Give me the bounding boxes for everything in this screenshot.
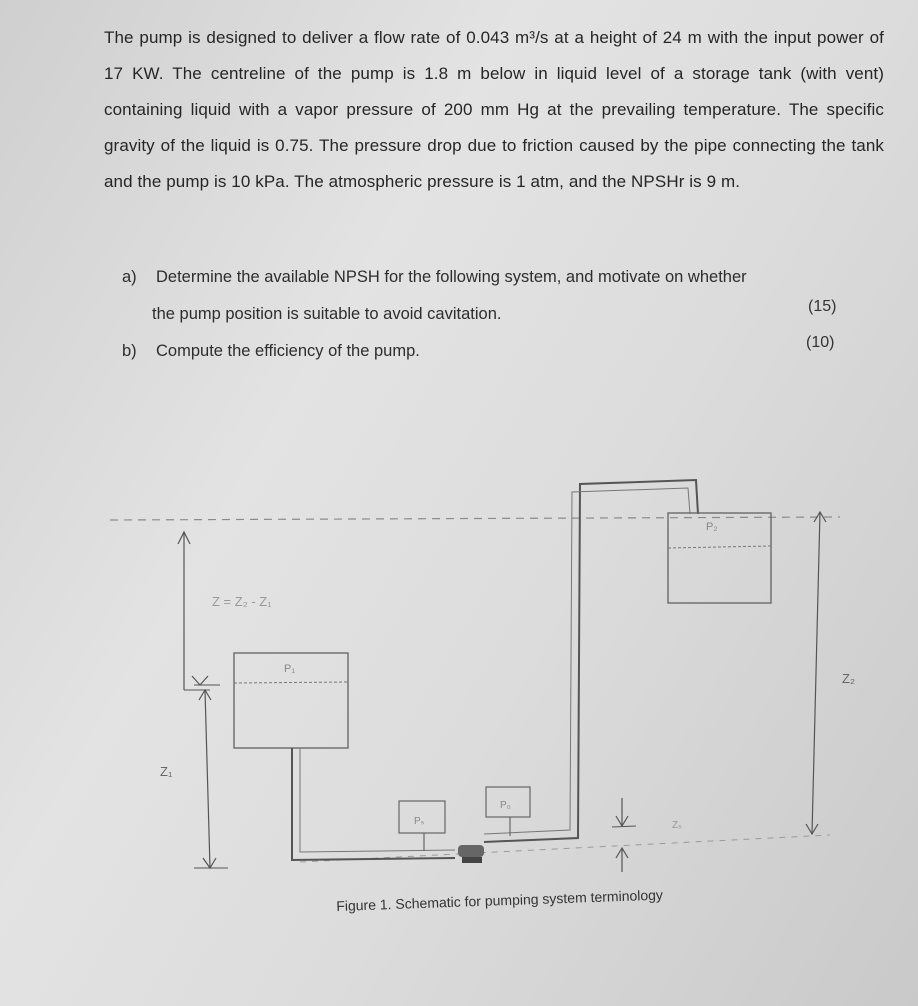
z2-arrow: [812, 512, 820, 834]
discharge-pipe: [484, 480, 698, 842]
discharge-tank: [668, 513, 771, 603]
upper-datum-line: [110, 517, 840, 520]
z1-label: Z₁: [160, 764, 173, 779]
figure-caption: Figure 1. Schematic for pumping system terminology: [336, 886, 664, 914]
question-b-text: Compute the efficiency of the pump.: [156, 342, 420, 360]
p1-label: P₁: [284, 663, 296, 675]
zs-label: Zₛ: [672, 820, 682, 831]
suction-pipe: [292, 748, 455, 860]
question-a-text-line2: the pump position is suitable to avoid cavitation.: [152, 305, 502, 323]
ps-label: Pₛ: [414, 816, 425, 827]
z2-label: Z₂: [842, 671, 855, 686]
question-a-marks: (15): [808, 298, 837, 315]
question-a-text: Determine the available NPSH for the following system, and motivate on whether: [156, 268, 747, 286]
question-a-label: a): [122, 268, 137, 286]
p2-label: P₂: [706, 521, 718, 533]
z-equation-label: Z = Z₂ - Z₁: [212, 594, 272, 609]
problem-statement: The pump is designed to deliver a flow rate of 0.043 m³/s at a height of 24 m with the input power of 17 KW. The centreline of the pump is 1.8 m below in liquid level of a storage tank (with vent) containing liquid with a vapor pressure of 200 mm Hg at the prevailing temperature. The specific gravity of the liquid is 0.75. The pressure drop due to friction caused by the pipe connecting the tank and the pump is 10 kPa. The atmospheric pressure is 1 atm, and the NPSHr is 9 m.: [104, 28, 884, 191]
pd-label: P₀: [500, 800, 511, 811]
pump: [458, 845, 484, 857]
z1-arrow: [205, 690, 210, 868]
question-b-label: b): [122, 342, 137, 360]
question-b-marks: (10): [806, 334, 835, 351]
